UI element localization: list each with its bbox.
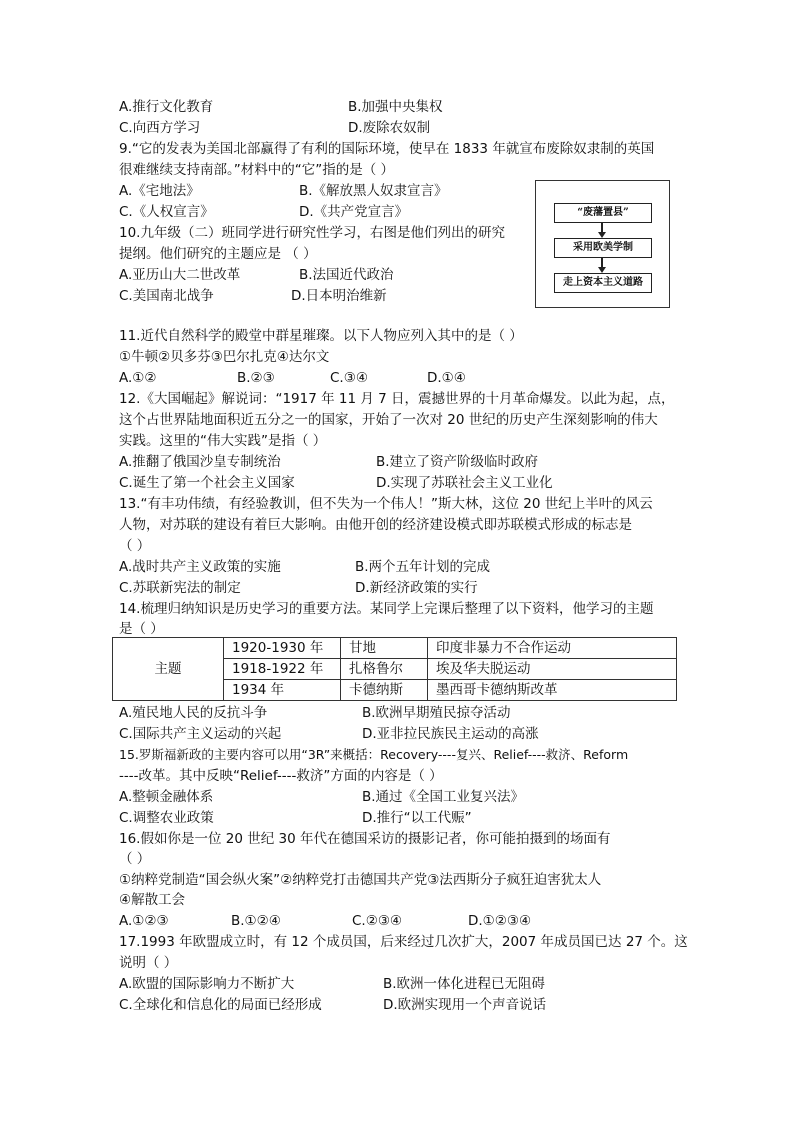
q16-stem-line-2: （ ） xyxy=(119,851,151,867)
q12-stem-line-1: 12.《大国崛起》解说词：“1917 年 11 月 7 日，震撼世界的十月革命爆发。以此为起，点， xyxy=(119,391,675,407)
table-cell: 1934 年 xyxy=(224,680,341,701)
q12-option-b: B.建立了资产阶级临时政府 xyxy=(376,454,539,470)
q17-stem-line-1: 17.1993 年欧盟成立时，有 12 个成员国，后来经过几次扩大，2007 年成员国已达 27 个。这 xyxy=(119,934,688,950)
q10-option-b: B.法国近代政治 xyxy=(299,267,394,283)
q8-option-c: C.向西方学习 xyxy=(119,120,201,136)
q15-stem-line-1: 15.罗斯福新政的主要内容可以用“3R”来概括：Recovery----复兴、Relief----救济、Reform xyxy=(119,747,629,762)
flow-step-3: 走上资本主义道路 xyxy=(554,273,652,293)
table-cell: 埃及华夫脱运动 xyxy=(428,659,677,680)
q16-option-a: A.①②③ xyxy=(119,913,169,929)
table-cell: 1920-1930 年 xyxy=(224,638,341,659)
q9-stem-line-1: 9.“它的发表为美国北部赢得了有利的国际环境，使早在 1833 年就宣布废除奴隶制的英国 xyxy=(119,141,655,157)
q8-option-a: A.推行文化教育 xyxy=(119,99,214,115)
q14-stem-line-1: 14.梳理归纳知识是历史学习的重要方法。某同学上完课后整理了以下资料，他学习的主题 xyxy=(119,601,654,617)
table-cell: 墨西哥卡德纳斯改革 xyxy=(428,680,677,701)
q16-stem-line-1: 16.假如你是一位 20 世纪 30 年代在德国采访的摄影记者，你可能拍摄到的场面有 xyxy=(119,831,611,847)
table-cell: 印度非暴力不合作运动 xyxy=(428,638,677,659)
flow-arrow-2 xyxy=(601,258,603,268)
table-row xyxy=(113,638,677,659)
q9-option-d: D.《共产党宣言》 xyxy=(299,204,409,220)
q14-stem-line-2: 是（ ） xyxy=(119,621,164,637)
q11-option-a: A.①② xyxy=(119,370,157,386)
q15-option-a: A.整顿金融体系 xyxy=(119,789,214,805)
table-cell: 1918-1922 年 xyxy=(224,659,341,680)
q10-option-c: C.美国南北战争 xyxy=(119,288,214,304)
flow-step-2: 采用欧美学制 xyxy=(554,238,652,258)
q16-option-b: B.①②④ xyxy=(231,913,281,929)
q13-stem-line-1: 13.“有丰功伟绩，有经验教训，但不失为一个伟人！”斯大林，这位 20 世纪上半叶的风云 xyxy=(119,496,653,512)
q9-option-b: B.《解放黑人奴隶宣言》 xyxy=(299,183,448,199)
q13-option-d: D.新经济政策的实行 xyxy=(355,580,478,596)
flow-step-1: “废藩置县” xyxy=(554,203,652,223)
q14-table xyxy=(112,637,677,701)
q8-option-d: D.废除农奴制 xyxy=(348,120,431,136)
q11-option-b: B.②③ xyxy=(237,370,275,386)
q12-option-d: D.实现了苏联社会主义工业化 xyxy=(376,475,553,491)
q15-option-d: D.推行“以工代赈” xyxy=(362,810,472,826)
q12-stem-line-3: 实践。这里的“伟大实践”是指（ ） xyxy=(119,433,327,449)
q17-option-c: C.全球化和信息化的局面已经形成 xyxy=(119,997,322,1013)
q10-option-a: A.亚历山大二世改革 xyxy=(119,267,241,283)
q14-option-a: A.殖民地人民的反抗斗争 xyxy=(119,705,268,721)
q10-stem-line-2: 提纲。他们研究的主题应是 （ ） xyxy=(119,246,317,262)
q14-option-d: D.亚非拉民族民主运动的高涨 xyxy=(362,726,539,742)
table-cell: 扎格鲁尔 xyxy=(341,659,428,680)
q12-option-c: C.诞生了第一个社会主义国家 xyxy=(119,475,295,491)
q10-outline-diagram xyxy=(535,180,670,308)
q17-option-a: A.欧盟的国际影响力不断扩大 xyxy=(119,976,295,992)
q17-option-d: D.欧洲实现用一个声音说话 xyxy=(383,997,547,1013)
q15-option-c: C.调整农业政策 xyxy=(119,810,214,826)
q9-option-c: C.《人权宣言》 xyxy=(119,204,214,220)
q10-option-d: D.日本明治维新 xyxy=(291,288,387,304)
q11-option-d: D.①④ xyxy=(427,370,466,386)
q8-option-b: B.加强中央集权 xyxy=(348,99,443,115)
q9-stem-line-2: 很难继续支持南部。”材料中的“它”指的是（ ） xyxy=(119,162,395,178)
q13-stem-line-2: 人物，对苏联的建设有着巨大影响。由他开创的经济建设模式即苏联模式形成的标志是 xyxy=(119,517,632,533)
table-cell: 甘地 xyxy=(341,638,428,659)
q13-option-c: C.苏联新宪法的制定 xyxy=(119,580,241,596)
q13-option-b: B.两个五年计划的完成 xyxy=(355,559,491,575)
q13-stem-line-3: （ ） xyxy=(119,538,151,554)
q16-stem-line-4: ④解散工会 xyxy=(119,892,186,908)
q10-stem-line-1: 10.九年级（二）班同学进行研究性学习，右图是他们列出的研究 xyxy=(119,225,505,241)
q16-option-c: C.②③④ xyxy=(352,913,403,929)
q15-stem-line-2: ----改革。其中反映“Relief----救济”方面的内容是（ ） xyxy=(119,768,443,784)
q9-option-a: A.《宅地法》 xyxy=(119,183,200,199)
table-cell: 卡德纳斯 xyxy=(341,680,428,701)
q11-stem-line-2: ①牛顿②贝多芬③巴尔扎克④达尔文 xyxy=(119,349,330,365)
q12-option-a: A.推翻了俄国沙皇专制统治 xyxy=(119,454,281,470)
q17-option-b: B.欧洲一体化进程已无阻碍 xyxy=(383,976,546,992)
q14-option-c: C.国际共产主义运动的兴起 xyxy=(119,726,282,742)
q11-option-c: C.③④ xyxy=(330,370,368,386)
q11-stem-line-1: 11.近代自然科学的殿堂中群星璀璨。以下人物应列入其中的是（ ） xyxy=(119,328,523,344)
q12-stem-line-2: 这个占世界陆地面积近五分之一的国家，开始了一次对 20 世纪的历史产生深刻影响的伟大 xyxy=(119,412,658,428)
q13-option-a: A.战时共产主义政策的实施 xyxy=(119,559,281,575)
q17-stem-line-2: 说明（ ） xyxy=(119,955,178,971)
q16-option-d: D.①②③④ xyxy=(468,913,532,929)
flow-arrow-1 xyxy=(601,223,603,233)
q14-option-b: B.欧洲早期殖民掠夺活动 xyxy=(362,705,511,721)
q15-option-b: B.通过《全国工业复兴法》 xyxy=(362,789,525,805)
q14-topic-cell: 主题 xyxy=(113,638,224,701)
q16-stem-line-3: ①纳粹党制造“国会纵火案”②纳粹党打击德国共产党③法西斯分子疯狂迫害犹太人 xyxy=(119,872,602,888)
